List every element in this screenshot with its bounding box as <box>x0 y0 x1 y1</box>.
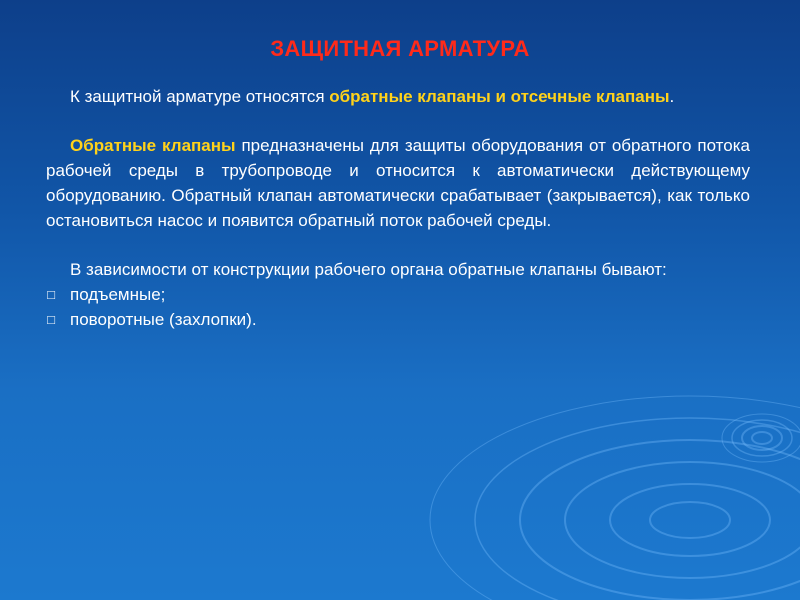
check-valve-text: предназначены для защиты оборудования от обратного потока рабочей среды в трубопроводе и относится к автоматически действующему оборудованию. Обратный клапан автоматически срабатывает (закрывается), как только остановиться насос и появится обратный поток рабочей среды. <box>46 136 750 230</box>
list-item <box>46 307 750 332</box>
square-bullet-icon: □ <box>47 312 55 327</box>
square-bullet-icon: □ <box>47 287 55 302</box>
list-item-text: подъемные; <box>70 285 166 304</box>
slide-title: ЗАЩИТНАЯ АРМАТУРА <box>270 36 530 61</box>
types-paragraph: В зависимости от конструкции рабочего органа обратные клапаны бывают: <box>70 260 667 279</box>
intro-highlight: обратные клапаны и отсечные клапаны <box>329 87 670 106</box>
list-item <box>46 282 750 307</box>
check-valve-paragraph <box>46 133 750 233</box>
intro-paragraph <box>46 84 750 109</box>
check-valve-highlight: Обратные клапаны <box>70 136 236 155</box>
intro-text: К защитной арматуре относятся <box>70 87 330 106</box>
list-item-text: поворотные (захлопки). <box>70 310 257 329</box>
intro-end: . <box>669 87 675 106</box>
slide-content <box>46 84 750 332</box>
